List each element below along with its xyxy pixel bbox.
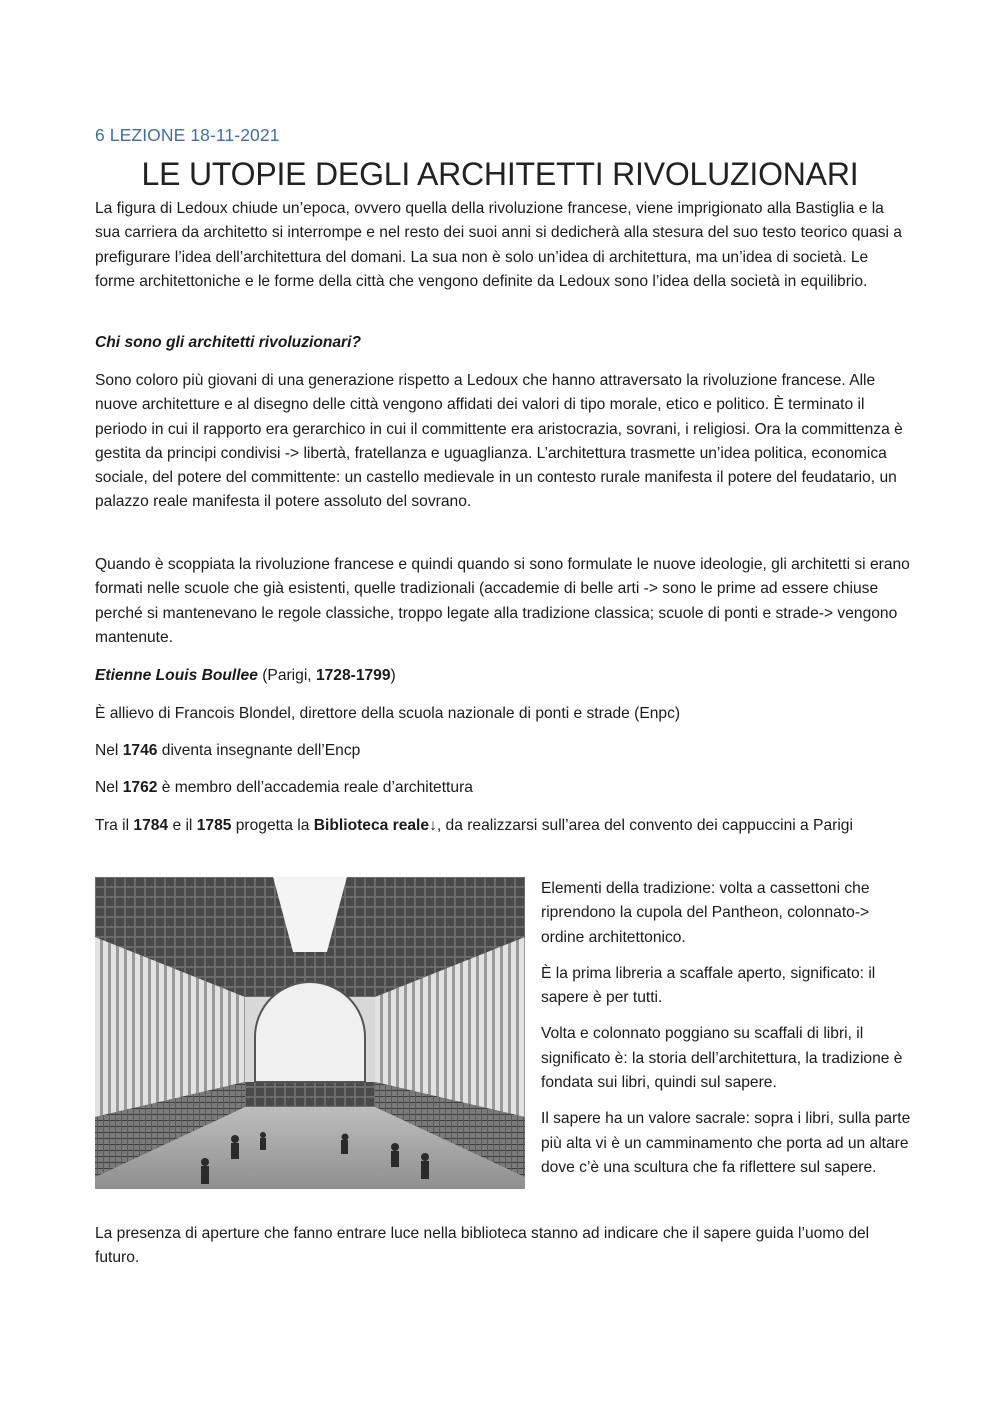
line-allievo: È allievo di Francois Blondel, direttore della scuola nazionale di ponti e strade (Enpc) (95, 705, 681, 722)
text: , da realizzarsi sull’area del convento dei cappuccini a Parigi (436, 817, 853, 834)
note-paragraph: Il sapere ha un valore sacrale: sopra i libri, sulla parte più alta vi è un camminamento che porta ad un altare dove c’è una scultura che fa riflettere sul sapere. (541, 1110, 911, 1176)
text: è membro dell’accademia reale d’architettura (157, 779, 473, 796)
text: Nel (95, 779, 123, 796)
boullee-name: Etienne Louis Boullee (95, 667, 258, 684)
line-1784 (95, 814, 910, 838)
text: diventa insegnante dell’Encp (157, 742, 361, 759)
year: 1785 (196, 817, 232, 834)
biblioteca-reale: Biblioteca reale (313, 817, 430, 834)
note-paragraph: Elementi della tradizione: volta a cassettoni che riprendono la cupola del Pantheon, colonnato-> ordine architettonico. (541, 880, 870, 946)
intro-paragraph: La figura di Ledoux chiude un’epoca, ovvero quella della rivoluzione francese, viene imprigionato alla Bastiglia e la sua carriera da architetto si interrompe e nel resto dei suoi anni si dedicherà alla stesura del suo testo teorico quasi a prefigurare l’idea dell’architettura del domani. La sua non è solo un’idea di architettura, ma un’idea di società. Le forme architettoniche e le forme della città che vengono definite da Ledoux sono l’idea della società in equilibrio. (95, 200, 902, 290)
text: progetta la (231, 817, 314, 834)
year: 1762 (122, 779, 158, 796)
text: e il (168, 817, 197, 834)
note-paragraph: È la prima libreria a scaffale aperto, significato: il sapere è per tutti. (541, 964, 876, 1007)
year: 1784 (133, 817, 169, 834)
text: Tra il (95, 817, 134, 834)
boullee-heading (95, 664, 910, 688)
boullee-close: ) (390, 667, 396, 684)
section-question: Chi sono gli architetti rivoluzionari? (95, 334, 361, 351)
text: Nel (95, 742, 123, 759)
year: 1746 (122, 742, 158, 759)
paragraph-rivoluzionari: Sono coloro più giovani di una generazione rispetto a Ledoux che hanno attraversato la rivoluzione francese. Alle nuove architetture e al disegno delle città vengono affidati dei valori di tipo morale, etico e politico. È terminato il periodo in cui il rapporto era gerarchico in cui il committente era aristocrazia, sovrani, i religiosi. Ora la committenza è gestita da principi condivisi -> libertà, fratellanza e uguaglianza. L’architettura trasmette un’idea politica, economica sociale, del potere del committente: un castello medievale in un contesto rurale manifesta il potere del feudatario, un palazzo reale manifesta il potere assoluto del sovrano. (95, 372, 903, 511)
paragraph-scuole: Quando è scoppiata la rivoluzione francese e quindi quando si sono formulate le nuove ideologie, gli architetti si erano formati nelle scuole che già esistenti, quelle tradizionali (accademie di belle arti -> sono le prime ad essere chiuse perché si mantenevano le regole classiche, troppo legate alla tradizione classica; scuole di ponti e strade-> vengono mantenute. (95, 556, 910, 646)
page-title: LE UTOPIE DEGLI ARCHITETTI RIVOLUZIONARI (141, 156, 859, 192)
note-paragraph: Volta e colonnato poggiano su scaffali di libri, il significato è: la storia dell’architettura, la tradizione è fondata sui libri, quindi sul sapere. (541, 1025, 903, 1092)
illustration-notes (541, 877, 911, 1192)
arrow-down-icon: ↓ (429, 817, 437, 834)
line-1762 (95, 776, 910, 800)
biblioteca-reale-illustration (95, 877, 525, 1189)
boullee-place: (Parigi, (257, 667, 316, 684)
boullee-years: 1728-1799 (315, 667, 391, 684)
line-1746 (95, 739, 910, 763)
lesson-date: 6 LEZIONE 18-11-2021 (95, 125, 280, 145)
closing-paragraph: La presenza di aperture che fanno entrare luce nella biblioteca stanno ad indicare che il sapere guida l’uomo del futuro. (95, 1225, 870, 1267)
